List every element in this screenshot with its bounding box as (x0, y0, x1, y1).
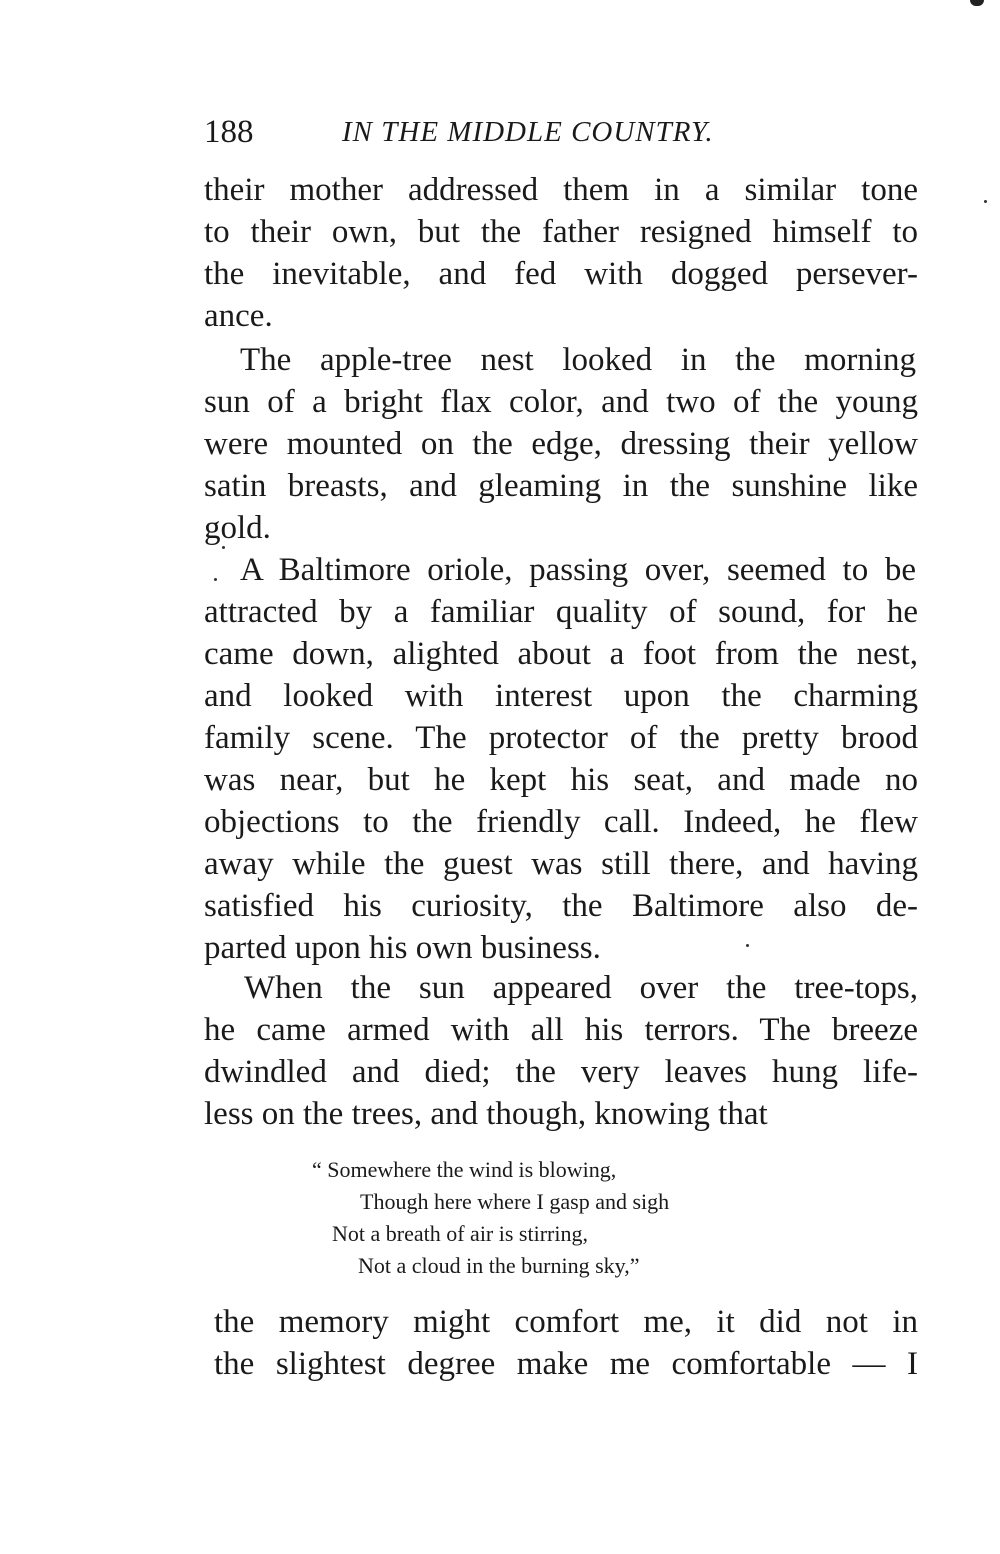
scan-speck (214, 578, 217, 581)
scan-speck (222, 546, 225, 549)
verse-line: Not a breath of air is stirring, (332, 1221, 588, 1246)
text-line: the inevitable, and fed with dogged persever- (204, 256, 918, 292)
text-line: objections to the friendly call. Indeed, he flew (204, 804, 918, 840)
verse-line: Though here where I gasp and sigh (360, 1189, 670, 1214)
text-line: were mounted on the edge, dressing their yellow (204, 426, 918, 462)
running-title: IN THE MIDDLE COUNTRY. (342, 116, 714, 148)
text-line: attracted by a familiar quality of sound, for he (204, 594, 918, 630)
verse-line: “ Somewhere the wind is blowing, (312, 1157, 617, 1182)
text-line: he came armed with all his terrors. The breeze (204, 1012, 918, 1048)
scan-speck (746, 944, 749, 947)
text-line: to their own, but the father resigned himself to (204, 214, 918, 250)
text-line: came down, alighted about a foot from the nest, (204, 636, 918, 672)
text-line: satisfied his curiosity, the Baltimore also de- (204, 888, 918, 924)
text-line: The apple-tree nest looked in the morning (240, 342, 916, 378)
text-line: A Baltimore oriole, passing over, seemed to be (240, 552, 916, 588)
text-line: ance. (204, 298, 273, 334)
text-line: their mother addressed them in a similar tone (204, 172, 918, 208)
text-line: away while the guest was still there, and having (204, 846, 918, 882)
text-line: gold. (204, 510, 271, 546)
text-line: the memory might comfort me, it did not in (214, 1304, 918, 1340)
text-line: and looked with interest upon the charming (204, 678, 918, 714)
text-line: was near, but he kept his seat, and made no (204, 762, 918, 798)
verse-line: Not a cloud in the burning sky,” (358, 1253, 640, 1278)
page-number: 188 (204, 114, 254, 150)
text-line: satin breasts, and gleaming in the sunshine like (204, 468, 918, 504)
text-line: parted upon his own business. (204, 930, 601, 966)
edge-mark (970, 0, 984, 6)
scan-speck (984, 200, 987, 203)
page-header (204, 108, 784, 156)
text-line: the slightest degree make me comfortable — I (214, 1346, 918, 1382)
text-line: less on the trees, and though, knowing that (204, 1096, 768, 1132)
text-line: When the sun appeared over the tree-tops, (244, 970, 918, 1006)
text-line: family scene. The protector of the pretty brood (204, 720, 918, 756)
text-line: dwindled and died; the very leaves hung life- (204, 1054, 918, 1090)
text-line: sun of a bright flax color, and two of the young (204, 384, 918, 420)
